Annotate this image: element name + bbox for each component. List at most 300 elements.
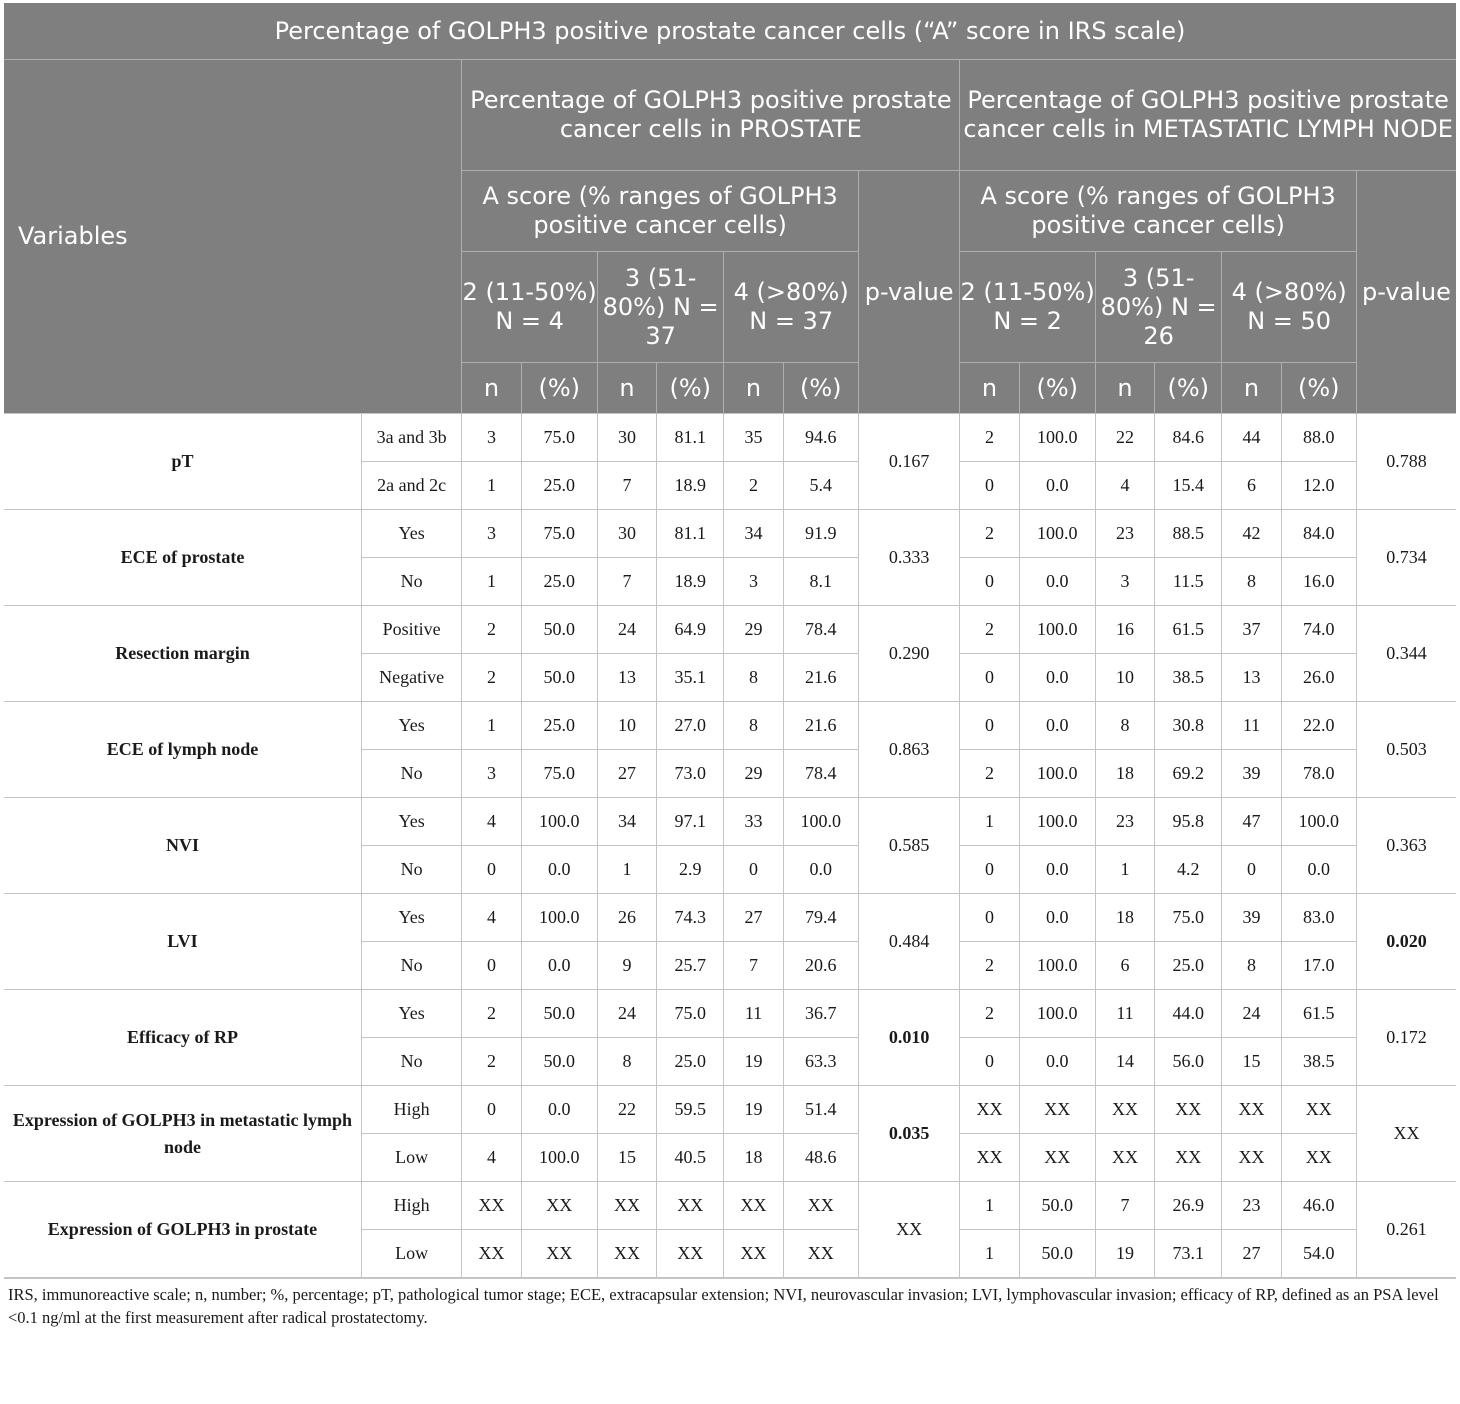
category-label: No bbox=[361, 846, 461, 894]
lymph-percent-cell: 73.1 bbox=[1155, 1230, 1222, 1278]
lymph-percent-cell: 0.0 bbox=[1019, 654, 1095, 702]
variable-name: Expression of GOLPH3 in prostate bbox=[4, 1182, 361, 1278]
lymph-percent-cell: 61.5 bbox=[1281, 990, 1356, 1038]
lymph-percent-cell: 38.5 bbox=[1155, 654, 1222, 702]
lymph-n-cell: XX bbox=[1222, 1134, 1281, 1182]
prostate-percent-cell: 73.0 bbox=[657, 750, 724, 798]
lymph-n-cell: 2 bbox=[960, 414, 1019, 462]
prostate-pvalue: 0.333 bbox=[858, 510, 959, 606]
prostate-n-cell: 11 bbox=[724, 990, 783, 1038]
prostate-n-cell: 10 bbox=[597, 702, 656, 750]
lymph-percent-cell: 0.0 bbox=[1019, 462, 1095, 510]
lymph-percent-cell: 12.0 bbox=[1281, 462, 1356, 510]
variable-name: NVI bbox=[4, 798, 361, 894]
prostate-n-cell: 29 bbox=[724, 606, 783, 654]
lymph-percent-cell: 0.0 bbox=[1019, 894, 1095, 942]
prostate-group-header: 2 (11-50%) N = 4 bbox=[462, 252, 598, 363]
lymph-percent-cell: 69.2 bbox=[1155, 750, 1222, 798]
lymph-n-cell: 8 bbox=[1222, 558, 1281, 606]
lymph-n-cell: 10 bbox=[1095, 654, 1154, 702]
lymph-percent-cell: 44.0 bbox=[1155, 990, 1222, 1038]
lymph-n-cell: 6 bbox=[1095, 942, 1154, 990]
category-label: No bbox=[361, 750, 461, 798]
variable-name: Resection margin bbox=[4, 606, 361, 702]
lymph-percent-cell: 54.0 bbox=[1281, 1230, 1356, 1278]
prostate-percent-cell: 50.0 bbox=[521, 990, 597, 1038]
lymph-n-cell: 2 bbox=[960, 990, 1019, 1038]
category-label: Yes bbox=[361, 894, 461, 942]
lymph-percent-cell: 11.5 bbox=[1155, 558, 1222, 606]
lymph-n-cell: 37 bbox=[1222, 606, 1281, 654]
prostate-percent-cell: 50.0 bbox=[521, 654, 597, 702]
lymph-pvalue: 0.020 bbox=[1356, 894, 1456, 990]
percent-column-header: (%) bbox=[783, 363, 858, 414]
prostate-group-header: 4 (>80%) N = 37 bbox=[724, 252, 859, 363]
prostate-percent-cell: 35.1 bbox=[657, 654, 724, 702]
prostate-pvalue: 0.010 bbox=[858, 990, 959, 1086]
prostate-n-cell: 19 bbox=[724, 1086, 783, 1134]
lymph-percent-cell: 50.0 bbox=[1019, 1182, 1095, 1230]
lymph-pvalue-header: p-value bbox=[1356, 171, 1456, 414]
prostate-group-header: 3 (51-80%) N = 37 bbox=[597, 252, 724, 363]
lymph-group-header: 4 (>80%) N = 50 bbox=[1222, 252, 1357, 363]
category-label: No bbox=[361, 1038, 461, 1086]
prostate-n-cell: 27 bbox=[597, 750, 656, 798]
prostate-n-cell: 2 bbox=[462, 990, 521, 1038]
category-label: High bbox=[361, 1182, 461, 1230]
prostate-percent-cell: XX bbox=[657, 1230, 724, 1278]
lymph-pvalue: 0.734 bbox=[1356, 510, 1456, 606]
lymph-percent-cell: XX bbox=[1019, 1134, 1095, 1182]
variable-name: ECE of lymph node bbox=[4, 702, 361, 798]
prostate-percent-cell: 40.5 bbox=[657, 1134, 724, 1182]
prostate-percent-cell: 0.0 bbox=[783, 846, 858, 894]
lymph-n-cell: 4 bbox=[1095, 462, 1154, 510]
prostate-n-cell: XX bbox=[724, 1182, 783, 1230]
lymph-a-score-header: A score (% ranges of GOLPH3 positive cancer cells) bbox=[960, 171, 1357, 252]
prostate-percent-cell: 50.0 bbox=[521, 606, 597, 654]
prostate-percent-cell: 74.3 bbox=[657, 894, 724, 942]
prostate-n-cell: 22 bbox=[597, 1086, 656, 1134]
variable-name: Efficacy of RP bbox=[4, 990, 361, 1086]
prostate-percent-cell: 63.3 bbox=[783, 1038, 858, 1086]
lymph-percent-cell: 84.0 bbox=[1281, 510, 1356, 558]
lymph-n-cell: 0 bbox=[960, 558, 1019, 606]
lymph-pvalue: XX bbox=[1356, 1086, 1456, 1182]
lymph-pvalue: 0.261 bbox=[1356, 1182, 1456, 1278]
table-row bbox=[4, 990, 1456, 1038]
lymph-percent-cell: 50.0 bbox=[1019, 1230, 1095, 1278]
prostate-n-cell: 3 bbox=[462, 510, 521, 558]
prostate-n-cell: XX bbox=[724, 1230, 783, 1278]
prostate-percent-cell: 81.1 bbox=[657, 414, 724, 462]
prostate-percent-cell: 94.6 bbox=[783, 414, 858, 462]
table-header bbox=[4, 3, 1456, 414]
table-row bbox=[4, 798, 1456, 846]
prostate-n-cell: 33 bbox=[724, 798, 783, 846]
lymph-n-cell: 1 bbox=[1095, 846, 1154, 894]
lymph-n-cell: 11 bbox=[1222, 702, 1281, 750]
prostate-percent-cell: 59.5 bbox=[657, 1086, 724, 1134]
lymph-n-cell: 2 bbox=[960, 750, 1019, 798]
prostate-n-cell: 30 bbox=[597, 414, 656, 462]
lymph-percent-cell: 100.0 bbox=[1019, 990, 1095, 1038]
prostate-n-cell: 7 bbox=[597, 462, 656, 510]
lymph-n-cell: 0 bbox=[960, 846, 1019, 894]
prostate-n-cell: 9 bbox=[597, 942, 656, 990]
table-row bbox=[4, 414, 1456, 462]
prostate-n-cell: 1 bbox=[597, 846, 656, 894]
table-footnote: IRS, immunoreactive scale; n, number; %, percentage; pT, pathological tumor stage; ECE, extracapsular extension; NVI, neurovascular invasion; LVI, lymphovascular invasion; efficacy of RP, defined as an PSA level <0.1 ng/ml at the first measurement after radical prostatectomy. bbox=[4, 1278, 1456, 1329]
prostate-pvalue: 0.484 bbox=[858, 894, 959, 990]
table-row bbox=[4, 1086, 1456, 1134]
variable-name: LVI bbox=[4, 894, 361, 990]
prostate-percent-cell: XX bbox=[521, 1230, 597, 1278]
prostate-n-cell: 7 bbox=[597, 558, 656, 606]
prostate-percent-cell: 100.0 bbox=[521, 798, 597, 846]
lymph-percent-cell: XX bbox=[1281, 1086, 1356, 1134]
lymph-n-cell: 22 bbox=[1095, 414, 1154, 462]
lymph-n-cell: XX bbox=[1095, 1134, 1154, 1182]
prostate-pvalue-header: p-value bbox=[858, 171, 959, 414]
prostate-n-cell: 8 bbox=[724, 702, 783, 750]
category-label: Positive bbox=[361, 606, 461, 654]
prostate-percent-cell: 8.1 bbox=[783, 558, 858, 606]
prostate-n-cell: XX bbox=[597, 1182, 656, 1230]
lymph-percent-cell: 88.0 bbox=[1281, 414, 1356, 462]
lymph-percent-cell: 38.5 bbox=[1281, 1038, 1356, 1086]
lymph-n-cell: 27 bbox=[1222, 1230, 1281, 1278]
lymph-n-cell: 2 bbox=[960, 942, 1019, 990]
lymph-percent-cell: 84.6 bbox=[1155, 414, 1222, 462]
lymph-percent-cell: 100.0 bbox=[1019, 942, 1095, 990]
prostate-n-cell: 0 bbox=[462, 1086, 521, 1134]
prostate-percent-cell: 91.9 bbox=[783, 510, 858, 558]
lymph-percent-cell: 100.0 bbox=[1019, 750, 1095, 798]
lymph-n-cell: 1 bbox=[960, 1182, 1019, 1230]
prostate-percent-cell: 18.9 bbox=[657, 462, 724, 510]
prostate-percent-cell: 78.4 bbox=[783, 606, 858, 654]
percent-column-header: (%) bbox=[1155, 363, 1222, 414]
n-column-header: n bbox=[597, 363, 656, 414]
lymph-n-cell: 8 bbox=[1095, 702, 1154, 750]
prostate-n-cell: 0 bbox=[724, 846, 783, 894]
table-row bbox=[4, 1182, 1456, 1230]
lymph-n-cell: 2 bbox=[960, 510, 1019, 558]
lymph-n-cell: 44 bbox=[1222, 414, 1281, 462]
prostate-n-cell: 13 bbox=[597, 654, 656, 702]
lymph-percent-cell: 56.0 bbox=[1155, 1038, 1222, 1086]
lymph-n-cell: 7 bbox=[1095, 1182, 1154, 1230]
prostate-n-cell: XX bbox=[462, 1230, 521, 1278]
category-label: No bbox=[361, 558, 461, 606]
prostate-n-cell: 27 bbox=[724, 894, 783, 942]
lymph-percent-cell: XX bbox=[1155, 1134, 1222, 1182]
prostate-percent-cell: 100.0 bbox=[521, 894, 597, 942]
n-column-header: n bbox=[960, 363, 1019, 414]
variables-header: Variables bbox=[4, 60, 462, 414]
lymph-n-cell: 23 bbox=[1095, 798, 1154, 846]
n-column-header: n bbox=[1095, 363, 1154, 414]
category-label: High bbox=[361, 1086, 461, 1134]
prostate-percent-cell: 75.0 bbox=[521, 750, 597, 798]
lymph-n-cell: 0 bbox=[960, 1038, 1019, 1086]
lymph-n-cell: 0 bbox=[960, 654, 1019, 702]
table-row bbox=[4, 702, 1456, 750]
category-label: 3a and 3b bbox=[361, 414, 461, 462]
prostate-n-cell: 1 bbox=[462, 702, 521, 750]
prostate-percent-cell: 5.4 bbox=[783, 462, 858, 510]
lymph-n-cell: 0 bbox=[960, 894, 1019, 942]
prostate-percent-cell: 100.0 bbox=[783, 798, 858, 846]
prostate-header: Percentage of GOLPH3 positive prostate cancer cells in PROSTATE bbox=[462, 60, 960, 171]
table-row bbox=[4, 894, 1456, 942]
lymph-percent-cell: 0.0 bbox=[1019, 846, 1095, 894]
lymph-pvalue: 0.503 bbox=[1356, 702, 1456, 798]
results-table bbox=[4, 3, 1456, 1278]
lymph-n-cell: XX bbox=[960, 1086, 1019, 1134]
lymph-percent-cell: 0.0 bbox=[1019, 1038, 1095, 1086]
prostate-percent-cell: XX bbox=[657, 1182, 724, 1230]
lymph-n-cell: 13 bbox=[1222, 654, 1281, 702]
prostate-percent-cell: 25.0 bbox=[521, 462, 597, 510]
lymph-n-cell: 1 bbox=[960, 798, 1019, 846]
prostate-n-cell: 34 bbox=[597, 798, 656, 846]
lymph-n-cell: 2 bbox=[960, 606, 1019, 654]
lymph-n-cell: 14 bbox=[1095, 1038, 1154, 1086]
lymph-percent-cell: 46.0 bbox=[1281, 1182, 1356, 1230]
lymph-group-header: 2 (11-50%) N = 2 bbox=[960, 252, 1096, 363]
variable-name: Expression of GOLPH3 in metastatic lymph node bbox=[4, 1086, 361, 1182]
prostate-n-cell: 1 bbox=[462, 558, 521, 606]
prostate-percent-cell: 36.7 bbox=[783, 990, 858, 1038]
lymph-percent-cell: 100.0 bbox=[1019, 798, 1095, 846]
prostate-percent-cell: 81.1 bbox=[657, 510, 724, 558]
prostate-a-score-header: A score (% ranges of GOLPH3 positive cancer cells) bbox=[462, 171, 859, 252]
n-column-header: n bbox=[724, 363, 783, 414]
lymph-n-cell: 0 bbox=[960, 702, 1019, 750]
lymph-n-cell: 3 bbox=[1095, 558, 1154, 606]
prostate-pvalue: 0.290 bbox=[858, 606, 959, 702]
prostate-n-cell: 24 bbox=[597, 606, 656, 654]
prostate-pvalue: 0.035 bbox=[858, 1086, 959, 1182]
category-label: Yes bbox=[361, 510, 461, 558]
n-column-header: n bbox=[462, 363, 521, 414]
prostate-n-cell: 18 bbox=[724, 1134, 783, 1182]
table-body bbox=[4, 414, 1456, 1278]
lymph-percent-cell: 83.0 bbox=[1281, 894, 1356, 942]
prostate-n-cell: 2 bbox=[724, 462, 783, 510]
lymph-n-cell: XX bbox=[1095, 1086, 1154, 1134]
lymph-n-cell: 39 bbox=[1222, 750, 1281, 798]
lymph-percent-cell: 75.0 bbox=[1155, 894, 1222, 942]
lymph-percent-cell: 74.0 bbox=[1281, 606, 1356, 654]
lymph-node-header: Percentage of GOLPH3 positive prostate cancer cells in METASTATIC LYMPH NODE bbox=[960, 60, 1456, 171]
lymph-percent-cell: 17.0 bbox=[1281, 942, 1356, 990]
prostate-n-cell: XX bbox=[462, 1182, 521, 1230]
lymph-group-header: 3 (51-80%) N = 26 bbox=[1095, 252, 1222, 363]
lymph-n-cell: 0 bbox=[960, 462, 1019, 510]
lymph-n-cell: 11 bbox=[1095, 990, 1154, 1038]
lymph-pvalue: 0.172 bbox=[1356, 990, 1456, 1086]
category-label: Low bbox=[361, 1134, 461, 1182]
category-label: Yes bbox=[361, 702, 461, 750]
prostate-percent-cell: 25.0 bbox=[657, 1038, 724, 1086]
lymph-percent-cell: 25.0 bbox=[1155, 942, 1222, 990]
lymph-percent-cell: 4.2 bbox=[1155, 846, 1222, 894]
category-label: Yes bbox=[361, 798, 461, 846]
prostate-percent-cell: 75.0 bbox=[521, 510, 597, 558]
prostate-percent-cell: 27.0 bbox=[657, 702, 724, 750]
variable-name: pT bbox=[4, 414, 361, 510]
table-row bbox=[4, 606, 1456, 654]
category-label: No bbox=[361, 942, 461, 990]
lymph-pvalue: 0.788 bbox=[1356, 414, 1456, 510]
prostate-n-cell: 2 bbox=[462, 1038, 521, 1086]
lymph-n-cell: 16 bbox=[1095, 606, 1154, 654]
prostate-percent-cell: 25.0 bbox=[521, 558, 597, 606]
lymph-percent-cell: 15.4 bbox=[1155, 462, 1222, 510]
prostate-n-cell: 35 bbox=[724, 414, 783, 462]
lymph-percent-cell: 0.0 bbox=[1019, 558, 1095, 606]
table-row bbox=[4, 510, 1456, 558]
lymph-n-cell: 0 bbox=[1222, 846, 1281, 894]
lymph-percent-cell: 16.0 bbox=[1281, 558, 1356, 606]
prostate-n-cell: 2 bbox=[462, 654, 521, 702]
lymph-n-cell: 47 bbox=[1222, 798, 1281, 846]
lymph-n-cell: 23 bbox=[1222, 1182, 1281, 1230]
lymph-n-cell: 18 bbox=[1095, 894, 1154, 942]
prostate-n-cell: 0 bbox=[462, 942, 521, 990]
lymph-n-cell: 23 bbox=[1095, 510, 1154, 558]
prostate-n-cell: 8 bbox=[724, 654, 783, 702]
prostate-percent-cell: 50.0 bbox=[521, 1038, 597, 1086]
prostate-n-cell: XX bbox=[597, 1230, 656, 1278]
prostate-percent-cell: 2.9 bbox=[657, 846, 724, 894]
lymph-percent-cell: XX bbox=[1019, 1086, 1095, 1134]
lymph-percent-cell: 26.0 bbox=[1281, 654, 1356, 702]
prostate-n-cell: 4 bbox=[462, 1134, 521, 1182]
prostate-n-cell: 4 bbox=[462, 894, 521, 942]
prostate-n-cell: 1 bbox=[462, 462, 521, 510]
lymph-percent-cell: 100.0 bbox=[1019, 606, 1095, 654]
lymph-n-cell: 6 bbox=[1222, 462, 1281, 510]
prostate-percent-cell: XX bbox=[783, 1182, 858, 1230]
lymph-percent-cell: 100.0 bbox=[1019, 510, 1095, 558]
prostate-n-cell: 30 bbox=[597, 510, 656, 558]
prostate-percent-cell: 25.7 bbox=[657, 942, 724, 990]
table-title: Percentage of GOLPH3 positive prostate cancer cells (“A” score in IRS scale) bbox=[4, 3, 1456, 60]
percent-column-header: (%) bbox=[657, 363, 724, 414]
prostate-n-cell: 3 bbox=[462, 414, 521, 462]
prostate-percent-cell: 25.0 bbox=[521, 702, 597, 750]
n-column-header: n bbox=[1222, 363, 1281, 414]
lymph-n-cell: 24 bbox=[1222, 990, 1281, 1038]
lymph-percent-cell: 0.0 bbox=[1281, 846, 1356, 894]
lymph-n-cell: 8 bbox=[1222, 942, 1281, 990]
prostate-n-cell: 0 bbox=[462, 846, 521, 894]
lymph-n-cell: 15 bbox=[1222, 1038, 1281, 1086]
lymph-n-cell: 19 bbox=[1095, 1230, 1154, 1278]
lymph-percent-cell: XX bbox=[1155, 1086, 1222, 1134]
prostate-n-cell: 7 bbox=[724, 942, 783, 990]
prostate-percent-cell: 100.0 bbox=[521, 1134, 597, 1182]
category-label: Low bbox=[361, 1230, 461, 1278]
lymph-percent-cell: 100.0 bbox=[1281, 798, 1356, 846]
lymph-percent-cell: 88.5 bbox=[1155, 510, 1222, 558]
lymph-percent-cell: 61.5 bbox=[1155, 606, 1222, 654]
prostate-percent-cell: 0.0 bbox=[521, 942, 597, 990]
prostate-n-cell: 24 bbox=[597, 990, 656, 1038]
prostate-percent-cell: 21.6 bbox=[783, 702, 858, 750]
category-label: 2a and 2c bbox=[361, 462, 461, 510]
prostate-n-cell: 29 bbox=[724, 750, 783, 798]
prostate-n-cell: 4 bbox=[462, 798, 521, 846]
lymph-percent-cell: 30.8 bbox=[1155, 702, 1222, 750]
lymph-percent-cell: 22.0 bbox=[1281, 702, 1356, 750]
lymph-n-cell: 42 bbox=[1222, 510, 1281, 558]
variable-name: ECE of prostate bbox=[4, 510, 361, 606]
prostate-percent-cell: 21.6 bbox=[783, 654, 858, 702]
prostate-percent-cell: 78.4 bbox=[783, 750, 858, 798]
table-container bbox=[4, 3, 1456, 1329]
prostate-percent-cell: 18.9 bbox=[657, 558, 724, 606]
prostate-percent-cell: 64.9 bbox=[657, 606, 724, 654]
prostate-n-cell: 15 bbox=[597, 1134, 656, 1182]
prostate-n-cell: 2 bbox=[462, 606, 521, 654]
prostate-percent-cell: 20.6 bbox=[783, 942, 858, 990]
percent-column-header: (%) bbox=[521, 363, 597, 414]
prostate-pvalue: 0.167 bbox=[858, 414, 959, 510]
prostate-percent-cell: 75.0 bbox=[657, 990, 724, 1038]
lymph-percent-cell: 78.0 bbox=[1281, 750, 1356, 798]
lymph-percent-cell: 0.0 bbox=[1019, 702, 1095, 750]
lymph-n-cell: XX bbox=[960, 1134, 1019, 1182]
prostate-pvalue: 0.863 bbox=[858, 702, 959, 798]
prostate-n-cell: 26 bbox=[597, 894, 656, 942]
lymph-pvalue: 0.363 bbox=[1356, 798, 1456, 894]
lymph-pvalue: 0.344 bbox=[1356, 606, 1456, 702]
prostate-n-cell: 3 bbox=[724, 558, 783, 606]
category-label: Yes bbox=[361, 990, 461, 1038]
prostate-percent-cell: 75.0 bbox=[521, 414, 597, 462]
prostate-n-cell: 8 bbox=[597, 1038, 656, 1086]
prostate-n-cell: 19 bbox=[724, 1038, 783, 1086]
prostate-percent-cell: 48.6 bbox=[783, 1134, 858, 1182]
prostate-pvalue: 0.585 bbox=[858, 798, 959, 894]
lymph-n-cell: 39 bbox=[1222, 894, 1281, 942]
prostate-percent-cell: 0.0 bbox=[521, 1086, 597, 1134]
percent-column-header: (%) bbox=[1281, 363, 1356, 414]
prostate-n-cell: 3 bbox=[462, 750, 521, 798]
prostate-percent-cell: 51.4 bbox=[783, 1086, 858, 1134]
prostate-n-cell: 34 bbox=[724, 510, 783, 558]
lymph-percent-cell: XX bbox=[1281, 1134, 1356, 1182]
prostate-percent-cell: XX bbox=[521, 1182, 597, 1230]
prostate-pvalue: XX bbox=[858, 1182, 959, 1278]
lymph-n-cell: 18 bbox=[1095, 750, 1154, 798]
percent-column-header: (%) bbox=[1019, 363, 1095, 414]
lymph-percent-cell: 100.0 bbox=[1019, 414, 1095, 462]
lymph-n-cell: XX bbox=[1222, 1086, 1281, 1134]
lymph-n-cell: 1 bbox=[960, 1230, 1019, 1278]
prostate-percent-cell: XX bbox=[783, 1230, 858, 1278]
lymph-percent-cell: 95.8 bbox=[1155, 798, 1222, 846]
lymph-percent-cell: 26.9 bbox=[1155, 1182, 1222, 1230]
prostate-percent-cell: 79.4 bbox=[783, 894, 858, 942]
prostate-percent-cell: 0.0 bbox=[521, 846, 597, 894]
category-label: Negative bbox=[361, 654, 461, 702]
